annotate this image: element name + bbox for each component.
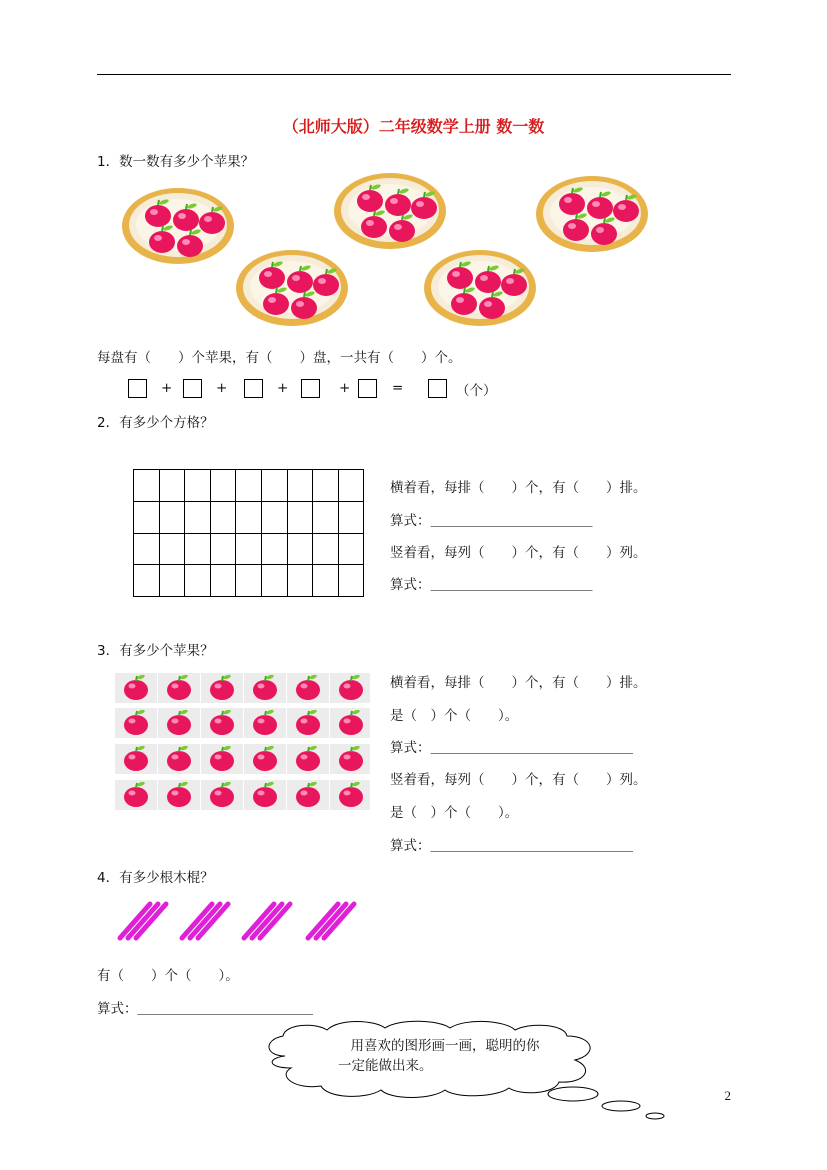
grid-row bbox=[134, 470, 364, 502]
apple-plates-illustration bbox=[110, 168, 670, 338]
plate bbox=[122, 188, 234, 264]
cloud-text bbox=[330, 1036, 560, 1076]
answer-box[interactable] bbox=[183, 379, 202, 402]
header-rule bbox=[97, 74, 731, 75]
square-grid bbox=[133, 469, 364, 597]
q2-formula: 算式：＿＿＿＿＿＿＿＿＿＿＿＿ bbox=[390, 513, 593, 529]
apple-array-illustration bbox=[114, 672, 370, 812]
grid-row bbox=[134, 533, 364, 565]
page-number: 2 bbox=[724, 1088, 731, 1103]
q3-line: 竖着看，每列（ ）个，有（ ）列。 bbox=[390, 772, 647, 788]
cloud-line: 一定能做出来。 bbox=[338, 1058, 433, 1074]
q3-line: 横着看，每排（ ）个，有（ ）排。 bbox=[390, 675, 647, 691]
answer-box[interactable] bbox=[428, 379, 447, 402]
q4-formula: 算式：＿＿＿＿＿＿＿＿＿＿＿＿＿ bbox=[97, 1001, 313, 1017]
answer-box[interactable] bbox=[244, 379, 263, 402]
plus-sign: + bbox=[161, 380, 173, 396]
q3-line: 是（ ）个（ ）。 bbox=[390, 805, 519, 821]
answer-box[interactable] bbox=[128, 379, 147, 402]
plus-sign: + bbox=[216, 380, 228, 396]
q4-fill-line: 有（ ）个（ ）。 bbox=[97, 968, 239, 984]
plate bbox=[334, 173, 446, 249]
q2-formula: 算式：＿＿＿＿＿＿＿＿＿＿＿＿ bbox=[390, 577, 593, 593]
q3-formula: 算式：＿＿＿＿＿＿＿＿＿＿＿＿＿＿＿ bbox=[390, 838, 633, 854]
page-title: （北师大版）二年级数学上册 数一数 bbox=[282, 117, 545, 136]
q2-line: 横着看，每排（ ）个，有（ ）排。 bbox=[390, 480, 647, 496]
q2-heading: 2．有多少个方格？ bbox=[97, 415, 214, 431]
q3-heading: 3．有多少个苹果？ bbox=[97, 643, 214, 659]
plus-sign: + bbox=[277, 380, 289, 396]
grid-row bbox=[134, 501, 364, 533]
q1-heading: 1．数一数有多少个苹果？ bbox=[97, 154, 255, 170]
equals-sign: = bbox=[392, 380, 404, 396]
plate bbox=[236, 250, 348, 326]
plate bbox=[536, 176, 648, 252]
unit-label: （个） bbox=[456, 383, 497, 399]
q2-line: 竖着看，每列（ ）个，有（ ）列。 bbox=[390, 545, 647, 561]
plus-sign: + bbox=[339, 380, 351, 396]
sticks-illustration bbox=[110, 895, 370, 945]
q3-formula: 算式：＿＿＿＿＿＿＿＿＿＿＿＿＿＿＿ bbox=[390, 740, 633, 756]
answer-box[interactable] bbox=[301, 379, 320, 402]
q1-fill-line: 每盘有（ ）个苹果，有（ ）盘，一共有（ ）个。 bbox=[97, 350, 462, 366]
grid-row bbox=[134, 565, 364, 597]
answer-box[interactable] bbox=[358, 379, 377, 402]
q4-heading: 4．有多少根木棍？ bbox=[97, 870, 214, 886]
q3-line: 是（ ）个（ ）。 bbox=[390, 708, 519, 724]
plate bbox=[424, 250, 536, 326]
cloud-line: 用喜欢的图形画一画，聪明的你 bbox=[350, 1038, 540, 1054]
